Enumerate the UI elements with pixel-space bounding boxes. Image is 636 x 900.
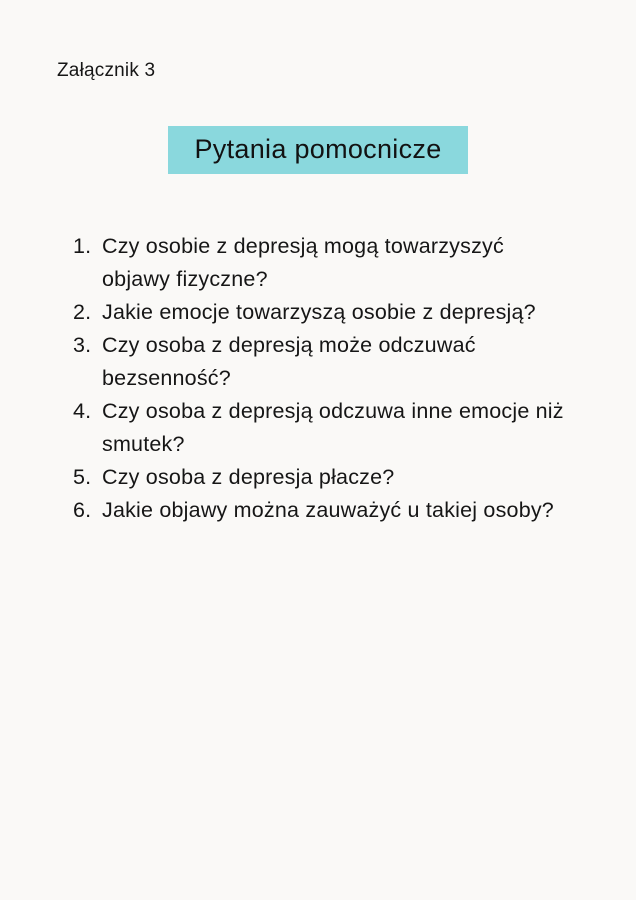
question-text: Jakie emocje towarzyszą osobie z depresją?: [102, 300, 536, 324]
question-number: 4.: [73, 399, 92, 423]
question-text: Jakie objawy można zauważyć u takiej osoby?: [102, 498, 554, 522]
question-text: Czy osoba z depresja płacze?: [102, 465, 395, 489]
question-text: Czy osoba z depresją odczuwa inne emocje niż smutek?: [102, 399, 564, 456]
question-item: [73, 296, 565, 329]
question-item: [73, 494, 565, 527]
page-title: Pytania pomocnicze: [168, 126, 467, 174]
questions-list: [73, 230, 565, 527]
question-number: 6.: [73, 498, 92, 522]
question-text: Czy osoba z depresją może odczuwać bezsenność?: [102, 333, 476, 390]
question-item: [73, 329, 565, 395]
question-item: [73, 395, 565, 461]
question-text: Czy osobie z depresją mogą towarzyszyć objawy fizyczne?: [102, 234, 504, 291]
question-number: 1.: [73, 234, 92, 258]
question-item: [73, 230, 565, 296]
question-item: [73, 461, 565, 494]
question-number: 5.: [73, 465, 92, 489]
title-container: [0, 126, 636, 174]
question-number: 2.: [73, 300, 92, 324]
question-number: 3.: [73, 333, 92, 357]
attachment-label: Załącznik 3: [57, 60, 156, 81]
